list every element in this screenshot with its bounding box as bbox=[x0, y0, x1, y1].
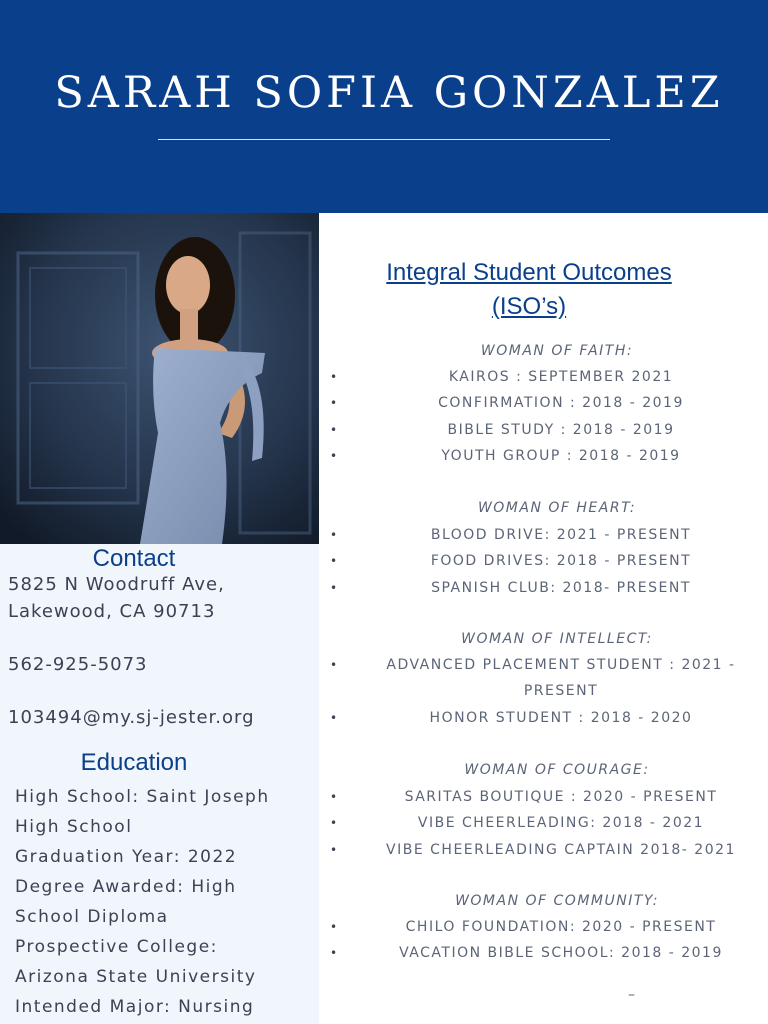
trailing-dash: – bbox=[628, 987, 635, 1003]
education-line: Graduation Year: 2022 bbox=[15, 847, 238, 867]
phone-number: 562-925-5073 bbox=[8, 654, 148, 675]
section-heading-heart: WOMAN OF HEART: bbox=[477, 500, 637, 516]
bullet-icon: • bbox=[330, 554, 339, 569]
section-heading-community: WOMAN OF COMMUNITY: bbox=[455, 893, 659, 909]
list-item: • CHILO FOUNDATION: 2020 - PRESENT bbox=[320, 914, 768, 940]
list-item: • SARITAS BOUTIQUE : 2020 - PRESENT bbox=[320, 784, 768, 810]
bullet-icon: • bbox=[330, 920, 339, 934]
intellect-list bbox=[320, 652, 768, 731]
bullet-icon: • bbox=[330, 816, 339, 831]
header-banner bbox=[0, 0, 768, 213]
iso-title-line-2: (ISO’s) bbox=[491, 293, 567, 320]
bullet-icon: • bbox=[330, 842, 339, 857]
iso-title-line-1: Integral Student Outcomes bbox=[386, 259, 672, 286]
faith-list bbox=[320, 364, 768, 469]
address-line-2: Lakewood, CA 90713 bbox=[8, 601, 216, 622]
iso-title bbox=[320, 256, 738, 324]
education-heading: Education bbox=[80, 749, 188, 776]
list-item: • VIBE CHEERLEADING: 2018 - 2021 bbox=[320, 810, 768, 836]
education-line: Degree Awarded: High bbox=[15, 877, 237, 897]
bullet-icon: • bbox=[330, 580, 339, 595]
portrait-photo bbox=[0, 213, 319, 544]
education-line: High School: Saint Joseph bbox=[15, 787, 270, 807]
name-divider bbox=[158, 139, 610, 140]
bullet-icon: • bbox=[330, 370, 339, 384]
bullet-icon: • bbox=[330, 448, 339, 463]
heart-list bbox=[320, 522, 768, 601]
list-item: • BIBLE STUDY : 2018 - 2019 bbox=[320, 417, 768, 443]
list-item: • HONOR STUDENT : 2018 - 2020 bbox=[320, 705, 768, 731]
address-line-1: 5825 N Woodruff Ave, bbox=[8, 574, 225, 595]
bullet-icon: • bbox=[330, 422, 339, 437]
list-item: • VACATION BIBLE SCHOOL: 2018 - 2019 bbox=[320, 940, 768, 966]
student-name: SARAH SOFIA GONZALEZ bbox=[54, 68, 724, 118]
list-item: • CONFIRMATION : 2018 - 2019 bbox=[320, 390, 768, 416]
list-item: • ADVANCED PLACEMENT STUDENT : 2021 - PRESENT bbox=[320, 652, 768, 705]
courage-list bbox=[320, 784, 768, 863]
list-item: • BLOOD DRIVE: 2021 - PRESENT bbox=[320, 522, 768, 548]
bullet-icon: • bbox=[330, 790, 339, 804]
list-item: • FOOD DRIVES: 2018 - PRESENT bbox=[320, 548, 768, 574]
email-address[interactable]: 103494@my.sj-jester.org bbox=[8, 707, 255, 728]
education-line: School Diploma bbox=[15, 907, 169, 927]
list-item: • YOUTH GROUP : 2018 - 2019 bbox=[320, 443, 768, 469]
education-list bbox=[15, 782, 270, 1022]
bullet-icon: • bbox=[330, 710, 339, 725]
section-heading-faith: WOMAN OF FAITH: bbox=[480, 343, 634, 359]
list-item: • KAIROS : SEPTEMBER 2021 bbox=[320, 364, 768, 390]
bullet-icon: • bbox=[330, 396, 339, 411]
list-item: • VIBE CHEERLEADING CAPTAIN 2018- 2021 bbox=[320, 837, 768, 863]
bullet-icon: • bbox=[330, 528, 339, 542]
bullet-icon: • bbox=[330, 946, 339, 961]
community-list bbox=[320, 914, 768, 967]
education-line: Intended Major: Nursing bbox=[15, 997, 255, 1017]
section-heading-courage: WOMAN OF COURAGE: bbox=[464, 762, 650, 778]
section-heading-intellect: WOMAN OF INTELLECT: bbox=[461, 631, 653, 647]
education-line: High School bbox=[15, 817, 133, 837]
bullet-icon: • bbox=[330, 658, 339, 672]
education-line: Prospective College: bbox=[15, 937, 218, 957]
list-item: • SPANISH CLUB: 2018- PRESENT bbox=[320, 575, 768, 601]
education-line: Arizona State University bbox=[15, 967, 257, 987]
contact-heading: Contact bbox=[92, 545, 176, 572]
